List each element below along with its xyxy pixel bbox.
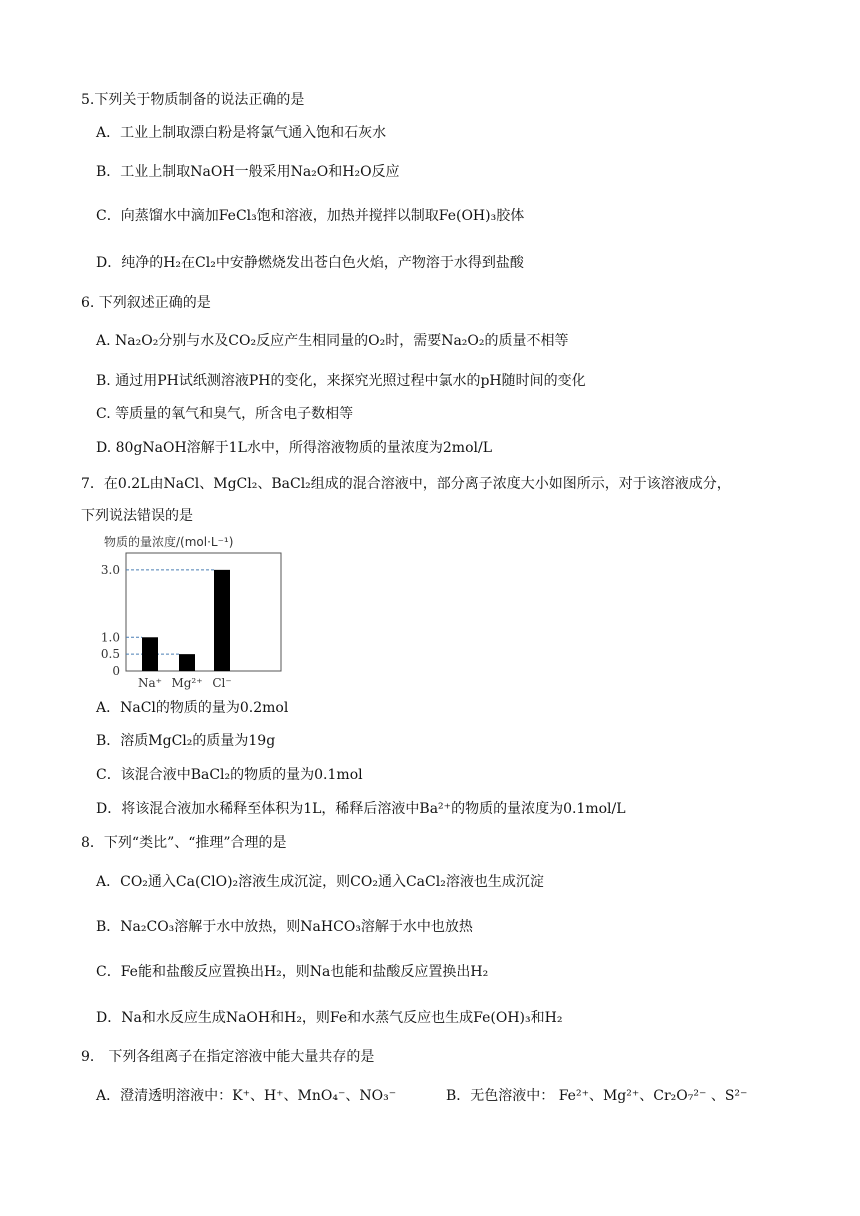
q8-stem: 8．下列“类比”、“推理”合理的是 [81, 835, 287, 851]
q8-option-b: B．Na₂CO₃溶解于水中放热，则NaHCO₃溶解于水中也放热 [96, 919, 473, 935]
q7-option-a: A．NaCl的物质的量为0.2mol [96, 700, 289, 716]
q7-option-d: D．将该混合液加水稀释至体积为1L，稀释后溶液中Ba²⁺的物质的量浓度为0.1mol/L [96, 801, 626, 817]
chart-bar [179, 654, 195, 671]
q6-option-a: A. Na₂O₂分别与水及CO₂反应产生相同量的O₂时，需要Na₂O₂的质量不相等 [96, 333, 569, 349]
q5-option-c: C．向蒸馏水中滴加FeCl₃饱和溶液，加热并搅拌以制取Fe(OH)₃胶体 [96, 208, 525, 224]
q7-option-c: C．该混合液中BaCl₂的物质的量为0.1mol [96, 767, 363, 783]
q5-option-d: D．纯净的H₂在Cl₂中安静燃烧发出苍白色火焰，产物溶于水得到盐酸 [96, 255, 524, 271]
q6-stem: 6. 下列叙述正确的是 [81, 295, 211, 311]
q7-option-b: B．溶质MgCl₂的质量为19g [96, 733, 276, 749]
q6-option-c: C. 等质量的氧气和臭气，所含电子数相等 [96, 406, 354, 422]
q8-option-c: C．Fe能和盐酸反应置换出H₂，则Na也能和盐酸反应置换出H₂ [96, 964, 489, 980]
chart-x-tick-label: Cl⁻ [212, 676, 232, 690]
chart-y-axis-label: 物质的量浓度/(mol·L⁻¹) [104, 535, 234, 549]
q9-option-a: A．澄清透明溶液中：K⁺、H⁺、MnO₄⁻、NO₃⁻ [96, 1088, 397, 1104]
q9-stem: 9． 下列各组离子在指定溶液中能大量共存的是 [81, 1049, 375, 1065]
chart-y-tick-label: 0 [112, 664, 120, 678]
chart-bar [142, 637, 158, 671]
q8-option-d: D．Na和水反应生成NaOH和H₂，则Fe和水蒸气反应也生成Fe(OH)₃和H₂ [96, 1010, 563, 1026]
q7-stem-line2: 下列说法错误的是 [81, 508, 193, 524]
chart-y-tick-label: 1.0 [100, 630, 120, 645]
q5-option-a: A．工业上制取漂白粉是将氯气通入饱和石灰水 [96, 125, 387, 141]
q9-option-b: B．无色溶液中： Fe²⁺、Mg²⁺、Cr₂O₇²⁻ 、S²⁻ [446, 1088, 748, 1104]
q8-option-a: A．CO₂通入Ca(ClO)₂溶液生成沉淀，则CO₂通入CaCl₂溶液也生成沉淀 [96, 874, 544, 890]
q6-option-b: B. 通过用PH试纸测溶液PH的变化，来探究光照过程中氯水的pH随时间的变化 [96, 373, 586, 389]
ion-concentration-chart [84, 533, 294, 693]
q5-stem: 5.下列关于物质制备的说法正确的是 [81, 92, 305, 108]
q7-stem-line1: 7．在0.2L由NaCl、MgCl₂、BaCl₂组成的混合溶液中，部分离子浓度大小如图所示，对于该溶液成分， [81, 476, 731, 492]
q6-option-d: D. 80gNaOH溶解于1L水中，所得溶液物质的量浓度为2mol/L [96, 440, 492, 456]
chart-x-tick-label: Mg²⁺ [171, 676, 203, 690]
chart-bar [214, 570, 230, 671]
chart-y-tick-label: 3.0 [100, 562, 120, 577]
chart-x-tick-label: Na⁺ [138, 676, 162, 690]
chart-y-tick-label: 0.5 [100, 647, 120, 662]
q5-option-b: B．工业上制取NaOH一般采用Na₂O和H₂O反应 [96, 164, 400, 180]
